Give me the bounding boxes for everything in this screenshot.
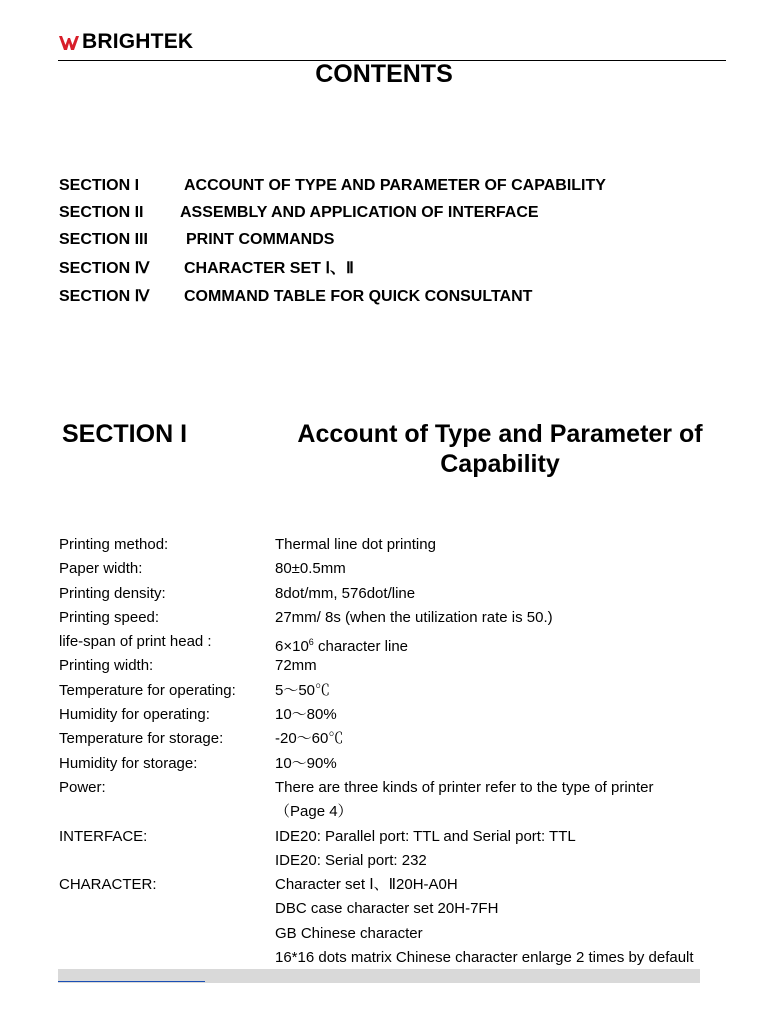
spec-value-base: 6×10	[275, 638, 309, 656]
spec-value: IDE20: Serial port: 232	[275, 851, 427, 869]
spec-row	[59, 777, 739, 801]
spec-row	[59, 874, 739, 898]
toc-section-title: CHARACTER SET Ⅰ、Ⅱ	[184, 260, 354, 277]
toc-item	[59, 230, 739, 257]
spec-value: 16*16 dots matrix Chinese character enlarge 2 times by default	[275, 949, 694, 967]
spec-label: CHARACTER:	[59, 876, 157, 894]
spec-value-exponent: 6	[308, 637, 314, 648]
spec-value: -20～60℃	[275, 730, 344, 748]
section-number: SECTION I	[62, 420, 188, 448]
toc-section-number: SECTION II	[59, 204, 144, 221]
toc-section-number: SECTION Ⅳ	[59, 260, 150, 277]
spec-label: life-span of print head :	[59, 633, 212, 651]
toc-section-number: SECTION I	[59, 177, 140, 194]
spec-list	[59, 534, 739, 971]
spec-row	[59, 850, 739, 874]
toc-section-title: ACCOUNT OF TYPE AND PARAMETER OF CAPABILITY	[184, 177, 606, 194]
spec-label	[59, 947, 275, 971]
spec-row	[59, 704, 739, 728]
brand-name: BRIGHTEK	[82, 30, 194, 53]
spec-value-unit: character line	[313, 638, 409, 656]
spec-label: Power:	[59, 778, 106, 796]
spec-label: INTERFACE:	[59, 827, 148, 845]
brand-logo	[58, 30, 193, 54]
spec-row	[59, 534, 739, 558]
toc-item	[59, 203, 739, 230]
spec-label	[59, 923, 275, 947]
section-title-line: Capability	[440, 450, 560, 478]
section-title	[260, 419, 740, 479]
spec-row	[59, 607, 739, 631]
spec-label: Printing density:	[59, 584, 166, 602]
spec-row	[59, 898, 739, 922]
toc-item	[59, 287, 739, 314]
contents-title: CONTENTS	[315, 60, 453, 88]
spec-row	[59, 558, 739, 582]
spec-value: 72mm	[275, 657, 317, 675]
spec-value	[275, 631, 408, 655]
spec-value: 80±0.5mm	[275, 560, 346, 578]
spec-value: 10～90%	[275, 754, 337, 772]
spec-label: Humidity for storage:	[59, 754, 198, 772]
toc-section-title: PRINT COMMANDS	[186, 231, 335, 248]
toc-item	[59, 176, 739, 203]
spec-label	[59, 801, 275, 825]
spec-value: （Page 4）	[275, 803, 353, 821]
table-of-contents	[59, 176, 739, 314]
spec-row	[59, 680, 739, 704]
spec-row	[59, 631, 739, 655]
toc-section-title: ASSEMBLY AND APPLICATION OF INTERFACE	[180, 204, 539, 221]
spec-row	[59, 801, 739, 825]
spec-value: 8dot/mm, 576dot/line	[275, 584, 416, 602]
spec-label: Printing method:	[59, 536, 169, 553]
spec-label: Temperature for storage:	[59, 730, 224, 748]
spec-value: There are three kinds of printer refer to the type of printer	[275, 778, 654, 796]
toc-section-number: SECTION III	[59, 231, 148, 248]
spec-row	[59, 923, 739, 947]
spec-row	[59, 753, 739, 777]
spec-row	[59, 655, 739, 679]
spec-value: Thermal line dot printing	[275, 536, 436, 553]
spec-label: Printing speed:	[59, 608, 160, 626]
toc-section-title: COMMAND TABLE FOR QUICK CONSULTANT	[184, 288, 533, 305]
spec-value: 10～80%	[275, 706, 337, 724]
spec-value: IDE20: Parallel port: TTL and Serial port: TTL	[275, 827, 576, 845]
spec-row	[59, 947, 739, 971]
toc-item	[59, 257, 739, 287]
toc-section-number: SECTION Ⅳ	[59, 288, 150, 305]
spec-label: Humidity for operating:	[59, 706, 210, 724]
spec-value: GB Chinese character	[275, 924, 423, 942]
spec-value: 27mm/ 8s (when the utilization rate is 50.)	[275, 608, 553, 626]
spec-label: Printing width:	[59, 657, 154, 675]
section-title-line: Account of Type and Parameter of	[297, 420, 703, 448]
spec-row	[59, 583, 739, 607]
spec-label	[59, 850, 275, 874]
footer-link-underline[interactable]	[58, 981, 205, 982]
spec-value: Character set Ⅰ、Ⅱ20H-A0H	[275, 876, 458, 894]
page-header	[58, 30, 726, 61]
spec-row	[59, 728, 739, 752]
spec-value: DBC case character set 20H-7FH	[275, 900, 499, 918]
spec-label: Paper width:	[59, 560, 143, 578]
spec-label: Temperature for operating:	[59, 681, 236, 699]
brightek-logo-icon	[58, 31, 80, 53]
spec-row	[59, 826, 739, 850]
spec-label	[59, 898, 275, 922]
spec-value: 5～50℃	[275, 681, 331, 699]
